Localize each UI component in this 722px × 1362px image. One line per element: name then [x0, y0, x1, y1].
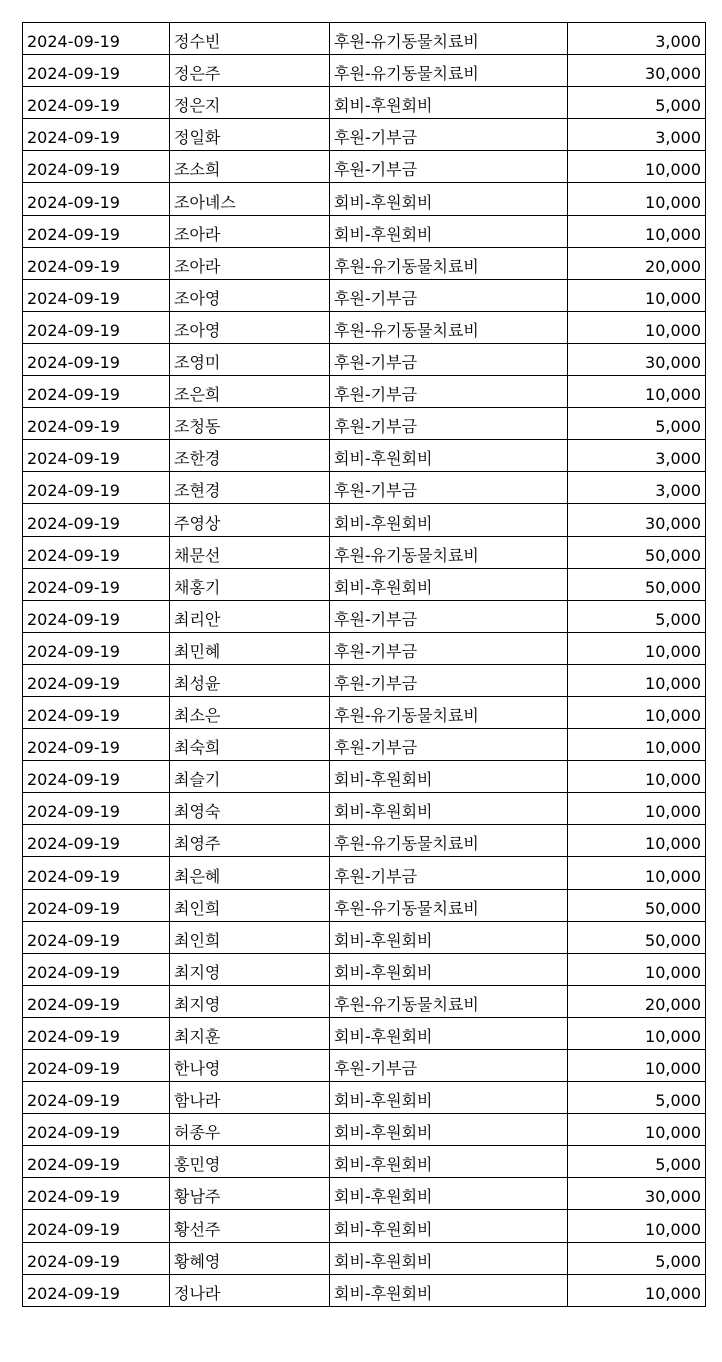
- name-cell: 최지영: [170, 985, 330, 1017]
- name-cell: 허종우: [170, 1114, 330, 1146]
- category-cell: 회비-후원회비: [330, 568, 568, 600]
- name-cell: 정나라: [170, 1274, 330, 1306]
- category-cell: 후원-유기동물치료비: [330, 55, 568, 87]
- date-cell: 2024-09-19: [23, 23, 170, 55]
- table-row: [23, 1274, 706, 1306]
- amount-cell: 30,000: [568, 504, 706, 536]
- category-cell: 회비-후원회비: [330, 793, 568, 825]
- amount-cell: 3,000: [568, 119, 706, 151]
- date-cell: 2024-09-19: [23, 1082, 170, 1114]
- date-cell: 2024-09-19: [23, 1017, 170, 1049]
- name-cell: 최리안: [170, 600, 330, 632]
- date-cell: 2024-09-19: [23, 1114, 170, 1146]
- category-cell: 회비-후원회비: [330, 921, 568, 953]
- amount-cell: 50,000: [568, 536, 706, 568]
- date-cell: 2024-09-19: [23, 119, 170, 151]
- date-cell: 2024-09-19: [23, 151, 170, 183]
- amount-cell: 10,000: [568, 857, 706, 889]
- category-cell: 후원-기부금: [330, 664, 568, 696]
- table-row: [23, 215, 706, 247]
- table-row: [23, 23, 706, 55]
- category-cell: 후원-기부금: [330, 600, 568, 632]
- category-cell: 후원-유기동물치료비: [330, 825, 568, 857]
- table-row: [23, 664, 706, 696]
- name-cell: 조아라: [170, 215, 330, 247]
- amount-cell: 3,000: [568, 472, 706, 504]
- table-row: [23, 889, 706, 921]
- date-cell: 2024-09-19: [23, 857, 170, 889]
- amount-cell: 10,000: [568, 279, 706, 311]
- category-cell: 후원-유기동물치료비: [330, 985, 568, 1017]
- table-row: [23, 343, 706, 375]
- table-row: [23, 761, 706, 793]
- date-cell: 2024-09-19: [23, 215, 170, 247]
- amount-cell: 50,000: [568, 889, 706, 921]
- category-cell: 후원-유기동물치료비: [330, 696, 568, 728]
- name-cell: 한나영: [170, 1050, 330, 1082]
- name-cell: 최숙희: [170, 729, 330, 761]
- name-cell: 최영숙: [170, 793, 330, 825]
- category-cell: 회비-후원회비: [330, 1178, 568, 1210]
- date-cell: 2024-09-19: [23, 1274, 170, 1306]
- date-cell: 2024-09-19: [23, 600, 170, 632]
- date-cell: 2024-09-19: [23, 376, 170, 408]
- table-row: [23, 536, 706, 568]
- table-row: [23, 440, 706, 472]
- ledger-body: [23, 23, 706, 1307]
- date-cell: 2024-09-19: [23, 761, 170, 793]
- category-cell: 후원-유기동물치료비: [330, 889, 568, 921]
- name-cell: 최인희: [170, 921, 330, 953]
- name-cell: 조아영: [170, 279, 330, 311]
- name-cell: 최지훈: [170, 1017, 330, 1049]
- category-cell: 회비-후원회비: [330, 1210, 568, 1242]
- name-cell: 정은주: [170, 55, 330, 87]
- date-cell: 2024-09-19: [23, 921, 170, 953]
- table-row: [23, 696, 706, 728]
- name-cell: 정은지: [170, 87, 330, 119]
- date-cell: 2024-09-19: [23, 568, 170, 600]
- table-row: [23, 1178, 706, 1210]
- amount-cell: 5,000: [568, 1146, 706, 1178]
- name-cell: 최지영: [170, 953, 330, 985]
- amount-cell: 10,000: [568, 953, 706, 985]
- category-cell: 회비-후원회비: [330, 1114, 568, 1146]
- date-cell: 2024-09-19: [23, 696, 170, 728]
- table-row: [23, 1017, 706, 1049]
- amount-cell: 10,000: [568, 151, 706, 183]
- date-cell: 2024-09-19: [23, 825, 170, 857]
- amount-cell: 20,000: [568, 247, 706, 279]
- date-cell: 2024-09-19: [23, 504, 170, 536]
- name-cell: 조아라: [170, 247, 330, 279]
- date-cell: 2024-09-19: [23, 1146, 170, 1178]
- name-cell: 주영상: [170, 504, 330, 536]
- table-row: [23, 408, 706, 440]
- name-cell: 황선주: [170, 1210, 330, 1242]
- category-cell: 회비-후원회비: [330, 761, 568, 793]
- amount-cell: 5,000: [568, 1242, 706, 1274]
- amount-cell: 5,000: [568, 1082, 706, 1114]
- amount-cell: 10,000: [568, 632, 706, 664]
- name-cell: 조소희: [170, 151, 330, 183]
- table-row: [23, 632, 706, 664]
- name-cell: 황남주: [170, 1178, 330, 1210]
- date-cell: 2024-09-19: [23, 1178, 170, 1210]
- table-row: [23, 119, 706, 151]
- category-cell: 후원-기부금: [330, 119, 568, 151]
- amount-cell: 5,000: [568, 600, 706, 632]
- date-cell: 2024-09-19: [23, 55, 170, 87]
- date-cell: 2024-09-19: [23, 632, 170, 664]
- amount-cell: 5,000: [568, 408, 706, 440]
- table-row: [23, 1114, 706, 1146]
- date-cell: 2024-09-19: [23, 985, 170, 1017]
- amount-cell: 50,000: [568, 568, 706, 600]
- date-cell: 2024-09-19: [23, 889, 170, 921]
- category-cell: 후원-기부금: [330, 408, 568, 440]
- table-row: [23, 376, 706, 408]
- name-cell: 최인희: [170, 889, 330, 921]
- donation-ledger-table: [22, 22, 706, 1307]
- table-row: [23, 857, 706, 889]
- amount-cell: 30,000: [568, 343, 706, 375]
- date-cell: 2024-09-19: [23, 247, 170, 279]
- name-cell: 최민혜: [170, 632, 330, 664]
- table-row: [23, 1210, 706, 1242]
- category-cell: 후원-기부금: [330, 472, 568, 504]
- amount-cell: 10,000: [568, 1274, 706, 1306]
- name-cell: 최소은: [170, 696, 330, 728]
- category-cell: 후원-유기동물치료비: [330, 536, 568, 568]
- name-cell: 함나라: [170, 1082, 330, 1114]
- category-cell: 회비-후원회비: [330, 183, 568, 215]
- amount-cell: 10,000: [568, 825, 706, 857]
- table-row: [23, 311, 706, 343]
- date-cell: 2024-09-19: [23, 87, 170, 119]
- date-cell: 2024-09-19: [23, 953, 170, 985]
- date-cell: 2024-09-19: [23, 793, 170, 825]
- date-cell: 2024-09-19: [23, 729, 170, 761]
- category-cell: 후원-기부금: [330, 376, 568, 408]
- category-cell: 회비-후원회비: [330, 1274, 568, 1306]
- name-cell: 정일화: [170, 119, 330, 151]
- table-row: [23, 985, 706, 1017]
- name-cell: 조청동: [170, 408, 330, 440]
- category-cell: 회비-후원회비: [330, 1017, 568, 1049]
- name-cell: 최성윤: [170, 664, 330, 696]
- table-row: [23, 921, 706, 953]
- category-cell: 회비-후원회비: [330, 1082, 568, 1114]
- category-cell: 회비-후원회비: [330, 215, 568, 247]
- amount-cell: 10,000: [568, 376, 706, 408]
- amount-cell: 10,000: [568, 1050, 706, 1082]
- category-cell: 후원-기부금: [330, 857, 568, 889]
- table-row: [23, 247, 706, 279]
- amount-cell: 3,000: [568, 23, 706, 55]
- name-cell: 조은희: [170, 376, 330, 408]
- amount-cell: 50,000: [568, 921, 706, 953]
- date-cell: 2024-09-19: [23, 279, 170, 311]
- table-row: [23, 953, 706, 985]
- name-cell: 조한경: [170, 440, 330, 472]
- category-cell: 후원-기부금: [330, 632, 568, 664]
- date-cell: 2024-09-19: [23, 311, 170, 343]
- category-cell: 회비-후원회비: [330, 953, 568, 985]
- table-row: [23, 55, 706, 87]
- table-row: [23, 1146, 706, 1178]
- date-cell: 2024-09-19: [23, 1050, 170, 1082]
- amount-cell: 10,000: [568, 311, 706, 343]
- category-cell: 회비-후원회비: [330, 504, 568, 536]
- table-row: [23, 472, 706, 504]
- category-cell: 회비-후원회비: [330, 87, 568, 119]
- name-cell: 최슬기: [170, 761, 330, 793]
- amount-cell: 30,000: [568, 55, 706, 87]
- name-cell: 조영미: [170, 343, 330, 375]
- category-cell: 후원-유기동물치료비: [330, 247, 568, 279]
- name-cell: 홍민영: [170, 1146, 330, 1178]
- date-cell: 2024-09-19: [23, 183, 170, 215]
- date-cell: 2024-09-19: [23, 440, 170, 472]
- name-cell: 최영주: [170, 825, 330, 857]
- name-cell: 최은혜: [170, 857, 330, 889]
- category-cell: 회비-후원회비: [330, 1146, 568, 1178]
- amount-cell: 10,000: [568, 1017, 706, 1049]
- table-row: [23, 825, 706, 857]
- table-row: [23, 183, 706, 215]
- date-cell: 2024-09-19: [23, 664, 170, 696]
- category-cell: 후원-기부금: [330, 343, 568, 375]
- date-cell: 2024-09-19: [23, 472, 170, 504]
- name-cell: 황혜영: [170, 1242, 330, 1274]
- date-cell: 2024-09-19: [23, 1210, 170, 1242]
- amount-cell: 10,000: [568, 183, 706, 215]
- amount-cell: 10,000: [568, 696, 706, 728]
- name-cell: 조아녜스: [170, 183, 330, 215]
- category-cell: 회비-후원회비: [330, 440, 568, 472]
- table-row: [23, 504, 706, 536]
- date-cell: 2024-09-19: [23, 536, 170, 568]
- amount-cell: 3,000: [568, 440, 706, 472]
- table-row: [23, 1050, 706, 1082]
- category-cell: 후원-기부금: [330, 151, 568, 183]
- category-cell: 후원-기부금: [330, 729, 568, 761]
- table-row: [23, 793, 706, 825]
- name-cell: 조아영: [170, 311, 330, 343]
- table-row: [23, 279, 706, 311]
- amount-cell: 30,000: [568, 1178, 706, 1210]
- amount-cell: 10,000: [568, 793, 706, 825]
- table-row: [23, 600, 706, 632]
- category-cell: 회비-후원회비: [330, 1242, 568, 1274]
- date-cell: 2024-09-19: [23, 343, 170, 375]
- name-cell: 채홍기: [170, 568, 330, 600]
- amount-cell: 10,000: [568, 215, 706, 247]
- amount-cell: 10,000: [568, 1114, 706, 1146]
- table-row: [23, 1082, 706, 1114]
- category-cell: 후원-유기동물치료비: [330, 23, 568, 55]
- name-cell: 채문선: [170, 536, 330, 568]
- table-row: [23, 87, 706, 119]
- amount-cell: 5,000: [568, 87, 706, 119]
- category-cell: 후원-기부금: [330, 279, 568, 311]
- amount-cell: 20,000: [568, 985, 706, 1017]
- table-row: [23, 568, 706, 600]
- date-cell: 2024-09-19: [23, 1242, 170, 1274]
- category-cell: 후원-유기동물치료비: [330, 311, 568, 343]
- table-row: [23, 729, 706, 761]
- amount-cell: 10,000: [568, 729, 706, 761]
- amount-cell: 10,000: [568, 761, 706, 793]
- table-row: [23, 151, 706, 183]
- category-cell: 후원-기부금: [330, 1050, 568, 1082]
- table-row: [23, 1242, 706, 1274]
- name-cell: 조현경: [170, 472, 330, 504]
- amount-cell: 10,000: [568, 1210, 706, 1242]
- name-cell: 정수빈: [170, 23, 330, 55]
- amount-cell: 10,000: [568, 664, 706, 696]
- date-cell: 2024-09-19: [23, 408, 170, 440]
